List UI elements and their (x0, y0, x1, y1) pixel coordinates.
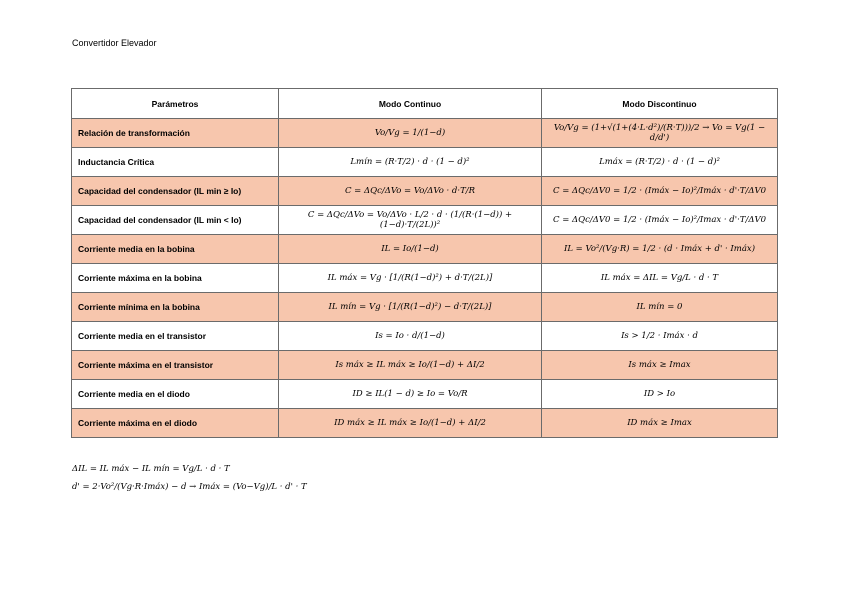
continuous-formula: ID máx ≥ IL máx ≥ Io/(1−d) + ΔI/2 (279, 409, 542, 438)
continuous-formula: IL máx = Vg · [1/(R(1−d)²) + d·T/(2L)] (279, 264, 542, 293)
table-row (72, 322, 778, 351)
table-row (72, 409, 778, 438)
row-name: Corriente máxima en el transistor (72, 351, 279, 380)
header-continuous-mode: Modo Continuo (279, 89, 542, 119)
table-row (72, 235, 778, 264)
continuous-formula: IL mín = Vg · [1/(R(1−d)²) − d·T/(2L)] (279, 293, 542, 322)
row-name: Corriente media en la bobina (72, 235, 279, 264)
header-discontinuous-mode: Modo Discontinuo (542, 89, 778, 119)
discontinuous-formula: IL = Vo²/(Vg·R) = 1/2 · (d · Imáx + d' · Imáx) (542, 235, 778, 264)
row-name: Inductancia Crítica (72, 148, 279, 177)
table-row (72, 351, 778, 380)
discontinuous-formula: C = ΔQc/ΔV0 = 1/2 · (Imáx − Io)²/Imax · d'·T/ΔV0 (542, 206, 778, 235)
table-row (72, 177, 778, 206)
document-title: Convertidor Elevador (72, 38, 157, 48)
continuous-formula: C = ΔQc/ΔVo = Vo/ΔVo · L/2 · d · (1/(R·(1−d)) + (1−d)·T/(2L))² (279, 206, 542, 235)
discontinuous-formula: Is máx ≥ Imax (542, 351, 778, 380)
parameters-table (71, 88, 778, 438)
table-row (72, 148, 778, 177)
continuous-formula: C = ΔQc/ΔVo = Vo/ΔVo · d·T/R (279, 177, 542, 206)
discontinuous-formula: Is > 1/2 · Imáx · d (542, 322, 778, 351)
continuous-formula: Is = Io · d/(1−d) (279, 322, 542, 351)
table-row (72, 264, 778, 293)
discontinuous-formula: C = ΔQc/ΔV0 = 1/2 · (Imáx − Io)²/Imáx · d'·T/ΔV0 (542, 177, 778, 206)
continuous-formula: Lmín = (R·T/2) · d · (1 − d)² (279, 148, 542, 177)
row-name: Relación de transformación (72, 119, 279, 148)
continuous-formula: Is máx ≥ IL máx ≥ Io/(1−d) + ΔI/2 (279, 351, 542, 380)
discontinuous-formula: ID > Io (542, 380, 778, 409)
discontinuous-formula: Lmáx = (R·T/2) · d · (1 − d)² (542, 148, 778, 177)
table-row (72, 119, 778, 148)
discontinuous-formula: Vo/Vg = (1+√(1+(4·L·d²)/(R·T)))/2 → Vo = Vg(1 − d/d') (542, 119, 778, 148)
delta-il-formula: ΔIL = IL máx − IL mín = Vg/L · d · T (72, 464, 230, 474)
discontinuous-formula: ID máx ≥ Imax (542, 409, 778, 438)
row-name: Corriente máxima en el diodo (72, 409, 279, 438)
row-name: Corriente máxima en la bobina (72, 264, 279, 293)
row-name: Corriente media en el transistor (72, 322, 279, 351)
table-header-row (72, 89, 778, 119)
discontinuous-formula: IL mín = 0 (542, 293, 778, 322)
row-name: Corriente media en el diodo (72, 380, 279, 409)
row-name: Capacidad del condensador (IL min ≥ Io) (72, 177, 279, 206)
table-row (72, 293, 778, 322)
continuous-formula: Vo/Vg = 1/(1−d) (279, 119, 542, 148)
formula-notes (72, 460, 307, 496)
header-parameters: Parámetros (72, 89, 279, 119)
continuous-formula: ID ≥ IL(1 − d) ≥ Io = Vo/R (279, 380, 542, 409)
continuous-formula: IL = Io/(1−d) (279, 235, 542, 264)
row-name: Corriente mínima en la bobina (72, 293, 279, 322)
row-name: Capacidad del condensador (IL min < Io) (72, 206, 279, 235)
d-prime-formula: d' = 2·Vo²/(Vg·R·Imáx) − d → Imáx = (Vo−Vg)/L · d' · T (72, 482, 307, 492)
table-row (72, 206, 778, 235)
discontinuous-formula: IL máx = ΔIL = Vg/L · d · T (542, 264, 778, 293)
table-row (72, 380, 778, 409)
